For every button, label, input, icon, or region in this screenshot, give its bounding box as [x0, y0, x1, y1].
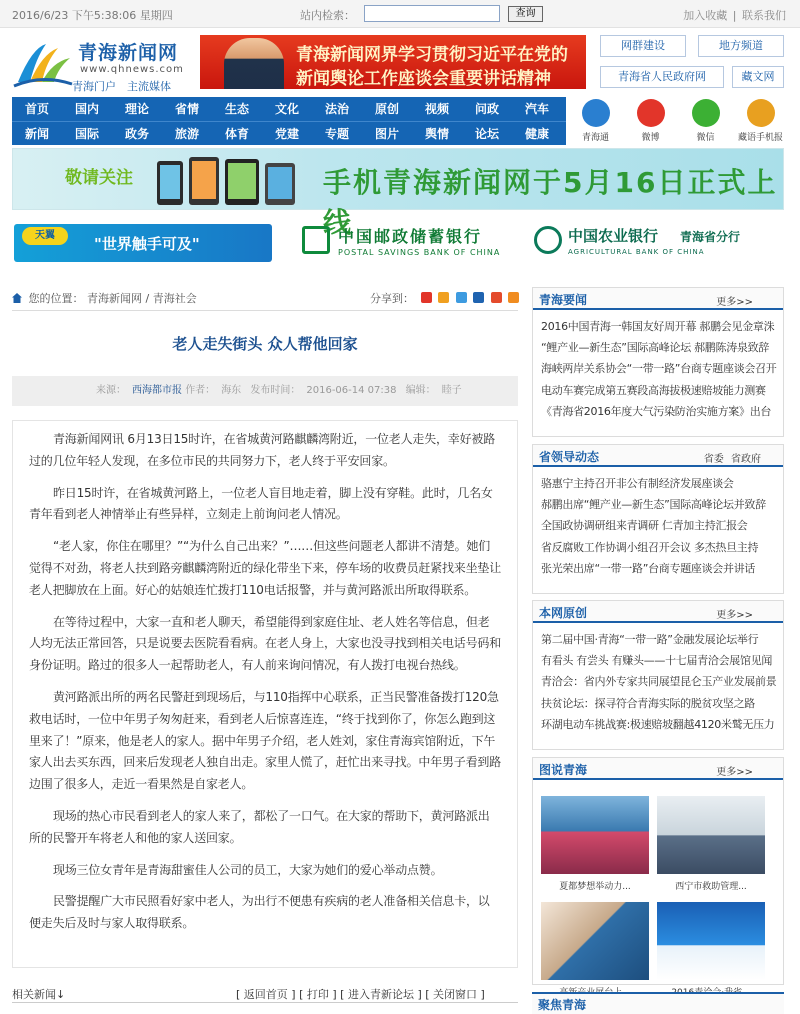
article-paragraph: 青海新闻网讯 6月13日15时许，在省城黄河路麒麟湾附近，一位老人走失，幸好被路过的几位年轻人发现，在多位市民的共同努力下，老人终于平安回家。: [29, 432, 495, 468]
article-paragraph: 在等待过程中，大家一直和老人聊天，希望能得到家庭住址、老人姓名等信息，但老人均无法正常回答，只是说要去医院看看病。在老人身上，大家也没寻找到相关电话号码和身份证明。路过的很多人一起帮助老人，有人前来询问情况，有人拨打电视台热线。: [29, 614, 502, 673]
top-bar: [0, 0, 800, 28]
list-item[interactable]: 青洽会：省内外专家共同展望昆仑玉产业发展前景: [541, 675, 777, 689]
list-item[interactable]: 省反腐败工作协调小组召开会议 多杰热旦主持: [541, 540, 759, 554]
nav-item[interactable]: 旅游: [174, 127, 199, 141]
nav-item[interactable]: 图片: [374, 127, 399, 141]
list-item[interactable]: 第二届中国·青海“一带一路”金融发展论坛举行: [541, 633, 759, 646]
tab-party-committee[interactable]: 省委: [703, 454, 724, 465]
nav-item[interactable]: 视频: [424, 102, 449, 116]
article-paragraph: 现场三位女青年是青海甜蜜佳人公司的员工，大家为她们的爱心举动点赞。: [53, 862, 443, 877]
editor-label: 编辑：: [405, 385, 436, 396]
share-label: 分享到：: [370, 292, 414, 305]
original-news-header: [533, 601, 783, 623]
tibetan-mobile-icon: [747, 99, 775, 127]
article-paragraph: 现场的热心市民看到老人的家人来了，都松了一口气。在大家的帮助下，黄河路派出所的民警开车将老人和他的家人送回家。: [29, 808, 490, 845]
article-time: 2016-06-14 07:38: [306, 385, 397, 396]
social-channels: [568, 97, 788, 145]
sponsor-ads-row: [12, 218, 784, 268]
postal-bank-english: POSTAL SAVINGS BANK OF CHINA: [338, 248, 501, 257]
social-label: 青海通: [581, 133, 609, 143]
site-logo[interactable]: [12, 36, 197, 94]
tab-provincial-gov[interactable]: 省政府: [731, 454, 761, 465]
social-tibetan-mobile[interactable]: [733, 97, 788, 145]
province-leaders-box: [532, 444, 784, 594]
list-item[interactable]: 全国政协调研组来青调研 仁青加主持汇报会: [541, 519, 748, 533]
article-paragraph: 昨日15时许，在省城黄河路上，一位老人盲目地走着，脚上没有穿鞋。此时，几名女青年看到老人神情举止有些异样，立刻走上前询问老人情况。: [29, 485, 493, 522]
focus-qinghai-header: [532, 992, 784, 1014]
source-label: 来源：: [96, 385, 126, 396]
abc-bank-branch: 青海省分行: [680, 230, 741, 244]
abc-bank-name: 中国农业银行: [568, 227, 659, 245]
photo-news-box: [532, 757, 784, 985]
original-news-more-link[interactable]: 更多>>: [716, 610, 753, 621]
nav-item[interactable]: 理论: [124, 102, 149, 116]
nav-item[interactable]: 党建: [274, 127, 299, 141]
original-news-title: 本网原创: [539, 606, 588, 620]
article-body: [12, 420, 518, 968]
qhnews-logo-icon: [12, 38, 74, 90]
list-item[interactable]: 《青海省2016年度大气污染防治实施方案》出台: [541, 404, 772, 418]
qinghaitong-icon: [582, 99, 610, 127]
banner-line-1: 青海新闻网界学习贯彻习近平在党的: [296, 45, 568, 65]
province-tabs: [704, 450, 761, 465]
postal-bank-logo-icon: [302, 226, 330, 254]
top-links-separator: |: [732, 9, 737, 22]
article-paragraph: 黄河路派出所的两名民警赶到现场后，与110指挥中心联系，正当民警准备拨打120急救电话时，一位中年男子匆匆赶来，看到老人后惊喜连连，“终于找到你了，你怎么跑到这里来了！”原来，他是老人的家人。据中年男子介绍，老人姓刘，家住青海宾馆附近，下午家人出去买东西，回来后发现老人独自出走。家里人慌了，赶忙出来寻找。中年男子看到路边围了很多人，走近一看果然是自家老人。: [29, 689, 502, 792]
banner-launch-text: 手机青海新闻网于5月16日正式上线: [323, 166, 778, 239]
province-leaders-header: [533, 445, 783, 467]
back-home-link[interactable]: [ 返回首页 ]: [236, 988, 296, 1001]
tianyi-ad-text: "世界触手可及": [94, 235, 200, 253]
photo-caption: 西宁市救助管理...: [675, 882, 747, 892]
forum-link[interactable]: [ 进入青新论坛 ]: [340, 988, 422, 1001]
tencent-share-icon[interactable]: [438, 292, 449, 303]
qinghai-news-title: 青海要闻: [539, 293, 588, 307]
site-name: 青海新闻网: [78, 42, 179, 64]
tianyi-logo: 天翼: [22, 227, 68, 245]
share-bar: [370, 290, 519, 306]
photo-news-title: 图说青海: [539, 763, 588, 777]
photo-item[interactable]: [657, 796, 765, 892]
weibo-icon: [637, 99, 665, 127]
nav-item[interactable]: 国际: [74, 127, 99, 141]
social-weibo[interactable]: [623, 97, 678, 145]
kaixin-share-icon[interactable]: [491, 292, 502, 303]
header-link-local-channels[interactable]: 地方频道: [698, 35, 784, 57]
search-button[interactable]: 查询: [508, 6, 543, 22]
nav-item[interactable]: 文化: [274, 102, 299, 116]
tianyi-ad[interactable]: [14, 224, 272, 262]
social-label: 微信: [696, 133, 715, 143]
top-links: [683, 7, 786, 23]
nav-item[interactable]: 论坛: [474, 127, 499, 141]
photo-thumbnail: [541, 796, 649, 874]
header-link-provincial-gov[interactable]: 青海省人民政府网: [600, 66, 724, 88]
original-news-box: [532, 600, 784, 750]
abc-bank-ad[interactable]: [532, 222, 782, 264]
header-link-tibetan[interactable]: 藏文网: [732, 66, 784, 88]
nav-item[interactable]: 国内: [74, 102, 99, 116]
article-meta: [12, 376, 518, 406]
list-item[interactable]: 海峡两岸关系协会“一带一路”台商专题座谈会召开: [541, 362, 777, 376]
site-url: www.qhnews.com: [80, 64, 184, 75]
home-icon: [12, 293, 22, 303]
nav-item[interactable]: 首页: [24, 102, 49, 116]
site-slogan: 青海门户 主流媒体: [72, 80, 171, 93]
banner-line-2: 新闻舆论工作座谈会重要讲话精神: [296, 69, 551, 89]
list-item[interactable]: 2016中国青海一韩国友好周开幕 郝鹏会见金章洙: [541, 320, 775, 333]
header-promo-banner[interactable]: [200, 35, 586, 89]
photo-thumbnail: [541, 902, 649, 980]
article-paragraph: “老人家，你住在哪里？”“为什么自己出来？”……但这些问题老人都讲不清楚。她们觉得不对劲，将老人扶到路旁麒麟湾附近的绿化带坐下来，停车场的收费员赶紧找来坐垫让老人把脚放在上面。好心的姑娘连忙拨打110电话报警，并与黄河路派出所取得联系。: [29, 539, 502, 597]
nav-item[interactable]: 法治: [324, 102, 349, 116]
province-leaders-list: [533, 467, 783, 579]
nav-item[interactable]: 新闻: [24, 127, 49, 141]
footer-divider: [12, 1002, 518, 1003]
list-item[interactable]: 骆惠宁主持召开非公有制经济发展座谈会: [541, 477, 734, 490]
list-item[interactable]: “鲤产业—新生态”国际高峰论坛 郝鹏陈涛泉致辞: [541, 341, 769, 355]
site-search-input[interactable]: [364, 5, 500, 22]
photo-item[interactable]: [657, 902, 765, 998]
postal-bank-name: 中国邮政储蓄银行: [338, 227, 483, 246]
photo-news-more-link[interactable]: 更多>>: [716, 767, 753, 778]
add-favorite-link[interactable]: 加入收藏: [683, 9, 728, 22]
breadcrumb-separator: /: [145, 292, 153, 305]
renren-share-icon[interactable]: [473, 292, 484, 303]
photo-caption: 夏都梦想举动力...: [559, 882, 631, 892]
nav-item[interactable]: 汽车: [524, 102, 549, 116]
nav-item[interactable]: 舆情: [424, 127, 449, 141]
social-label: 藏语手机报: [737, 133, 783, 143]
focus-qinghai-title: 聚焦青海: [538, 998, 587, 1012]
article-actions: [236, 986, 485, 1002]
nav-row-1: [12, 97, 566, 121]
social-wechat[interactable]: [678, 97, 733, 145]
close-window-link[interactable]: [ 关闭窗口 ]: [425, 988, 485, 1001]
weibo-share-icon[interactable]: [421, 292, 432, 303]
photo-thumbnail: [657, 902, 765, 980]
qzone-share-icon[interactable]: [456, 292, 467, 303]
nav-item[interactable]: 健康: [524, 127, 549, 141]
nav-item[interactable]: 省情: [174, 102, 199, 116]
province-leaders-title: 省领导动态: [539, 450, 600, 464]
list-item[interactable]: 有看头 有尝头 有赚头——十七届青洽会展馆见闻: [541, 654, 773, 668]
breadcrumb-home[interactable]: 青海新闻网: [87, 292, 142, 305]
photo-thumbnail: [657, 796, 765, 874]
qinghai-news-header: [533, 288, 783, 310]
breadcrumb-section[interactable]: 青海社会: [152, 292, 197, 305]
list-item[interactable]: 张光荣出席“一带一路”台商专题座谈会并讲话: [541, 561, 756, 575]
photo-grid: [533, 780, 783, 1012]
related-news-label[interactable]: 相关新闻↓: [12, 988, 66, 1001]
article-title: 老人走失街头 众人帮他回家: [172, 335, 358, 353]
article-paragraph: 民警提醒广大市民照看好家中老人，为出行不便患有疾病的老人准备相关信息卡，以便走失后及时与家人取得联系。: [29, 894, 490, 931]
photo-item[interactable]: [541, 902, 649, 998]
current-datetime: 2016/6/23 下午5:38:06 星期四: [12, 9, 173, 22]
list-item[interactable]: 环湖电动车挑战赛:极速赔坡翻越4120米鹫无压力: [541, 717, 775, 731]
nav-item[interactable]: 专题: [324, 127, 349, 141]
breadcrumb-prefix: 您的位置：: [28, 292, 84, 305]
qinghai-news-list: [533, 310, 783, 422]
print-link[interactable]: [ 打印 ]: [299, 988, 337, 1001]
social-qinghaitong[interactable]: [568, 97, 623, 145]
phones-illustration-icon: [153, 155, 303, 207]
breadcrumb-divider: [12, 310, 518, 311]
contact-us-link[interactable]: 联系我们: [742, 9, 786, 22]
nav-row-2: [12, 121, 566, 145]
photo-item[interactable]: [541, 796, 649, 892]
article-author: 海东: [221, 385, 242, 396]
nav-item[interactable]: 问政: [474, 102, 499, 116]
author-label: 作者：: [185, 385, 216, 396]
search-label: 站内检索：: [300, 9, 355, 22]
postal-bank-ad[interactable]: [302, 222, 522, 264]
qinghai-news-more-link[interactable]: 更多>>: [716, 297, 753, 308]
list-item[interactable]: 扶贫论坛：探寻符合青海实际的脱贫攻坚之路: [541, 696, 755, 710]
more-share-icon[interactable]: [508, 292, 519, 303]
nav-item[interactable]: 原创: [374, 102, 399, 116]
nav-item[interactable]: 体育: [224, 127, 249, 141]
list-item[interactable]: 郝鹏出席“鲤产业—新生态”国际高峰论坛并致辞: [541, 498, 766, 512]
nav-item[interactable]: 政务: [124, 127, 149, 141]
list-item[interactable]: 电动车赛完成第五赛段高海拔极速赔坡能力测赛: [541, 383, 766, 397]
header-link-network[interactable]: 网群建设: [600, 35, 686, 57]
wechat-icon: [692, 99, 720, 127]
abc-bank-logo-icon: [534, 226, 562, 254]
nav-item[interactable]: 生态: [224, 102, 249, 116]
banner-portrait: [224, 38, 284, 89]
main-nav: [12, 97, 566, 145]
photo-news-header: [533, 758, 783, 780]
qinghai-news-box: [532, 287, 784, 437]
article-editor: 睦子: [441, 385, 462, 396]
social-label: 微博: [641, 133, 660, 143]
banner-follow-text: 敬请关注: [65, 168, 133, 188]
article-source[interactable]: 西海都市报: [132, 385, 182, 396]
time-label: 发布时间：: [250, 385, 301, 396]
abc-bank-english: AGRICULTURAL BANK OF CHINA: [568, 248, 705, 256]
original-news-list: [533, 623, 783, 735]
